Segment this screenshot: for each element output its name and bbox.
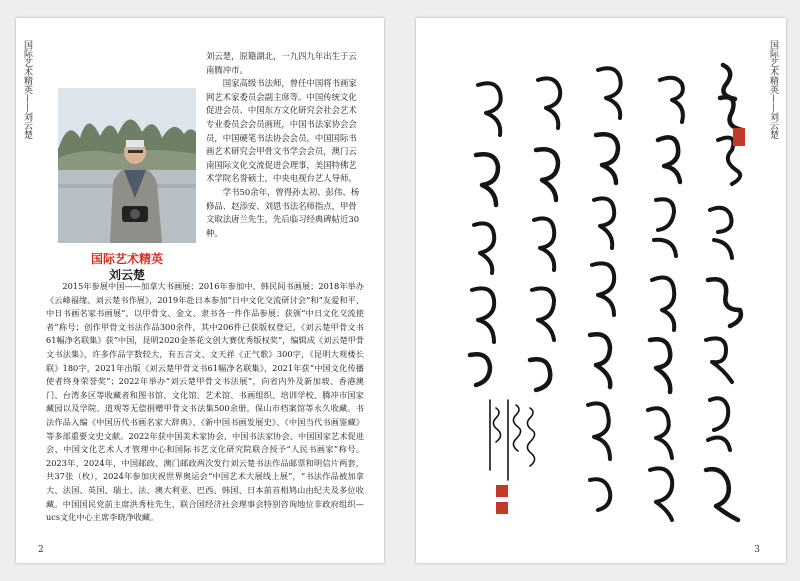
bio-side-paragraph: 国家高级书法师，曾任中国将书画家网艺术家委员会副主席等。中国传统文化促进会员、中国东方文化研究会社会艺术专业委员会会员画班，中国书法家协会会员，中国硬笔书法协会会员，中国国际书画艺术研究会甲骨文书学会会员，澳门云南国际文化交流促进会理事，美国特佛艺术学院名誉硕士，中央电视台艺人导师。 [206, 78, 357, 184]
bio-side-paragraph: 学书50余年，曾得孙太初、彭伟、杨修品、赵添安、刘恩书法名师指点，甲骨文取法唐兰先生，先后临习经典碑帖近30种。 [206, 186, 360, 238]
seal-mark [733, 128, 745, 146]
page-number-right: 3 [754, 545, 760, 555]
right-page [416, 18, 786, 563]
bio-side-column [206, 50, 364, 240]
photo-caption-title: 国际艺术精英 [90, 252, 163, 266]
calligraphy-scroll-image [438, 40, 758, 545]
calligraphy-artwork [438, 40, 758, 545]
artist-photo [58, 88, 196, 243]
left-page [16, 18, 384, 563]
seal-mark [496, 485, 508, 497]
running-head-right: 国际艺术精英——刘云楚 [768, 40, 778, 139]
running-head-left: 国际艺术精英——刘云楚 [22, 40, 32, 139]
bio-main-text [46, 280, 364, 525]
seal-mark [496, 502, 508, 514]
bio-side-paragraph: 刘云楚，原籍湖北，一九四九年出生于云南腾冲市。 [206, 51, 357, 75]
page-number-left: 2 [38, 545, 44, 555]
photo-caption-name: 刘云楚 [108, 268, 145, 282]
bio-main-paragraph: 2015年参展中国——加拿大书画展；2016年参加中、韩民间书画展；2018年举办《云峰福缘、刘云楚书作展》，2019年赴日本参加“日中文化交流研讨会”和“友爱和平、中日书画名家书画展”，以甲骨文、金文、隶书各一件作品参展；获颁“中日文化交流使者”称号；创作甲骨文书法作品300余件，其中206件已获版权登记，《刘云楚甲骨文书61幅净名联集》获“中国，昆明2020金茶花文创大赛优秀版权奖”，编辑成《刘云楚甲骨文书法集》，许多作品字数较大，有五言文、文天祥《正气歌》300字，《昆明大观楼长联》180字，2021年出版《刘云楚甲骨文书61幅净名联集》，2021年获“中国文化传播使者终身荣誉奖”；2022年举办“刘云楚甲骨文书法展”，向省内外及新加坡、香港澳门、台湾多区等收藏者和图书馆、文化馆、艺术馆、书画组织、培训学校、腾冲市国家藏园以及学院、道观等无偿捐赠甲骨文书法集500余册，保山市档案馆等永久收藏。书法作品入编《中国历代书画名家大辞典》、《新中国书画发展史》、《中国当代书画鉴藏》等多部重要文史文献。2022年获中国美术家协会、中国书法家协会、中国国家艺术促进会、中国文化艺术人才管理中心和国际书艺文化研究院联合授予“人民书画家”称号。2023年、2024年，中国邮政、澳门邮政两次发行刘云楚书法作品邮票和明信片两套，共37张（枚），2024年参加庆祝世界奥运会“中国艺术大展线上展”，“书法作品被加拿大、法国、英国、瑞士、法、澳大利亚、巴西、韩国、日本前首相鸠山由纪夫及多位收藏。中国国民党前主席洪秀柱先生、联合国经济社会理事会特别咨询地位非政府组织—ucs文化中心主席李晓净收藏。 [46, 281, 365, 523]
